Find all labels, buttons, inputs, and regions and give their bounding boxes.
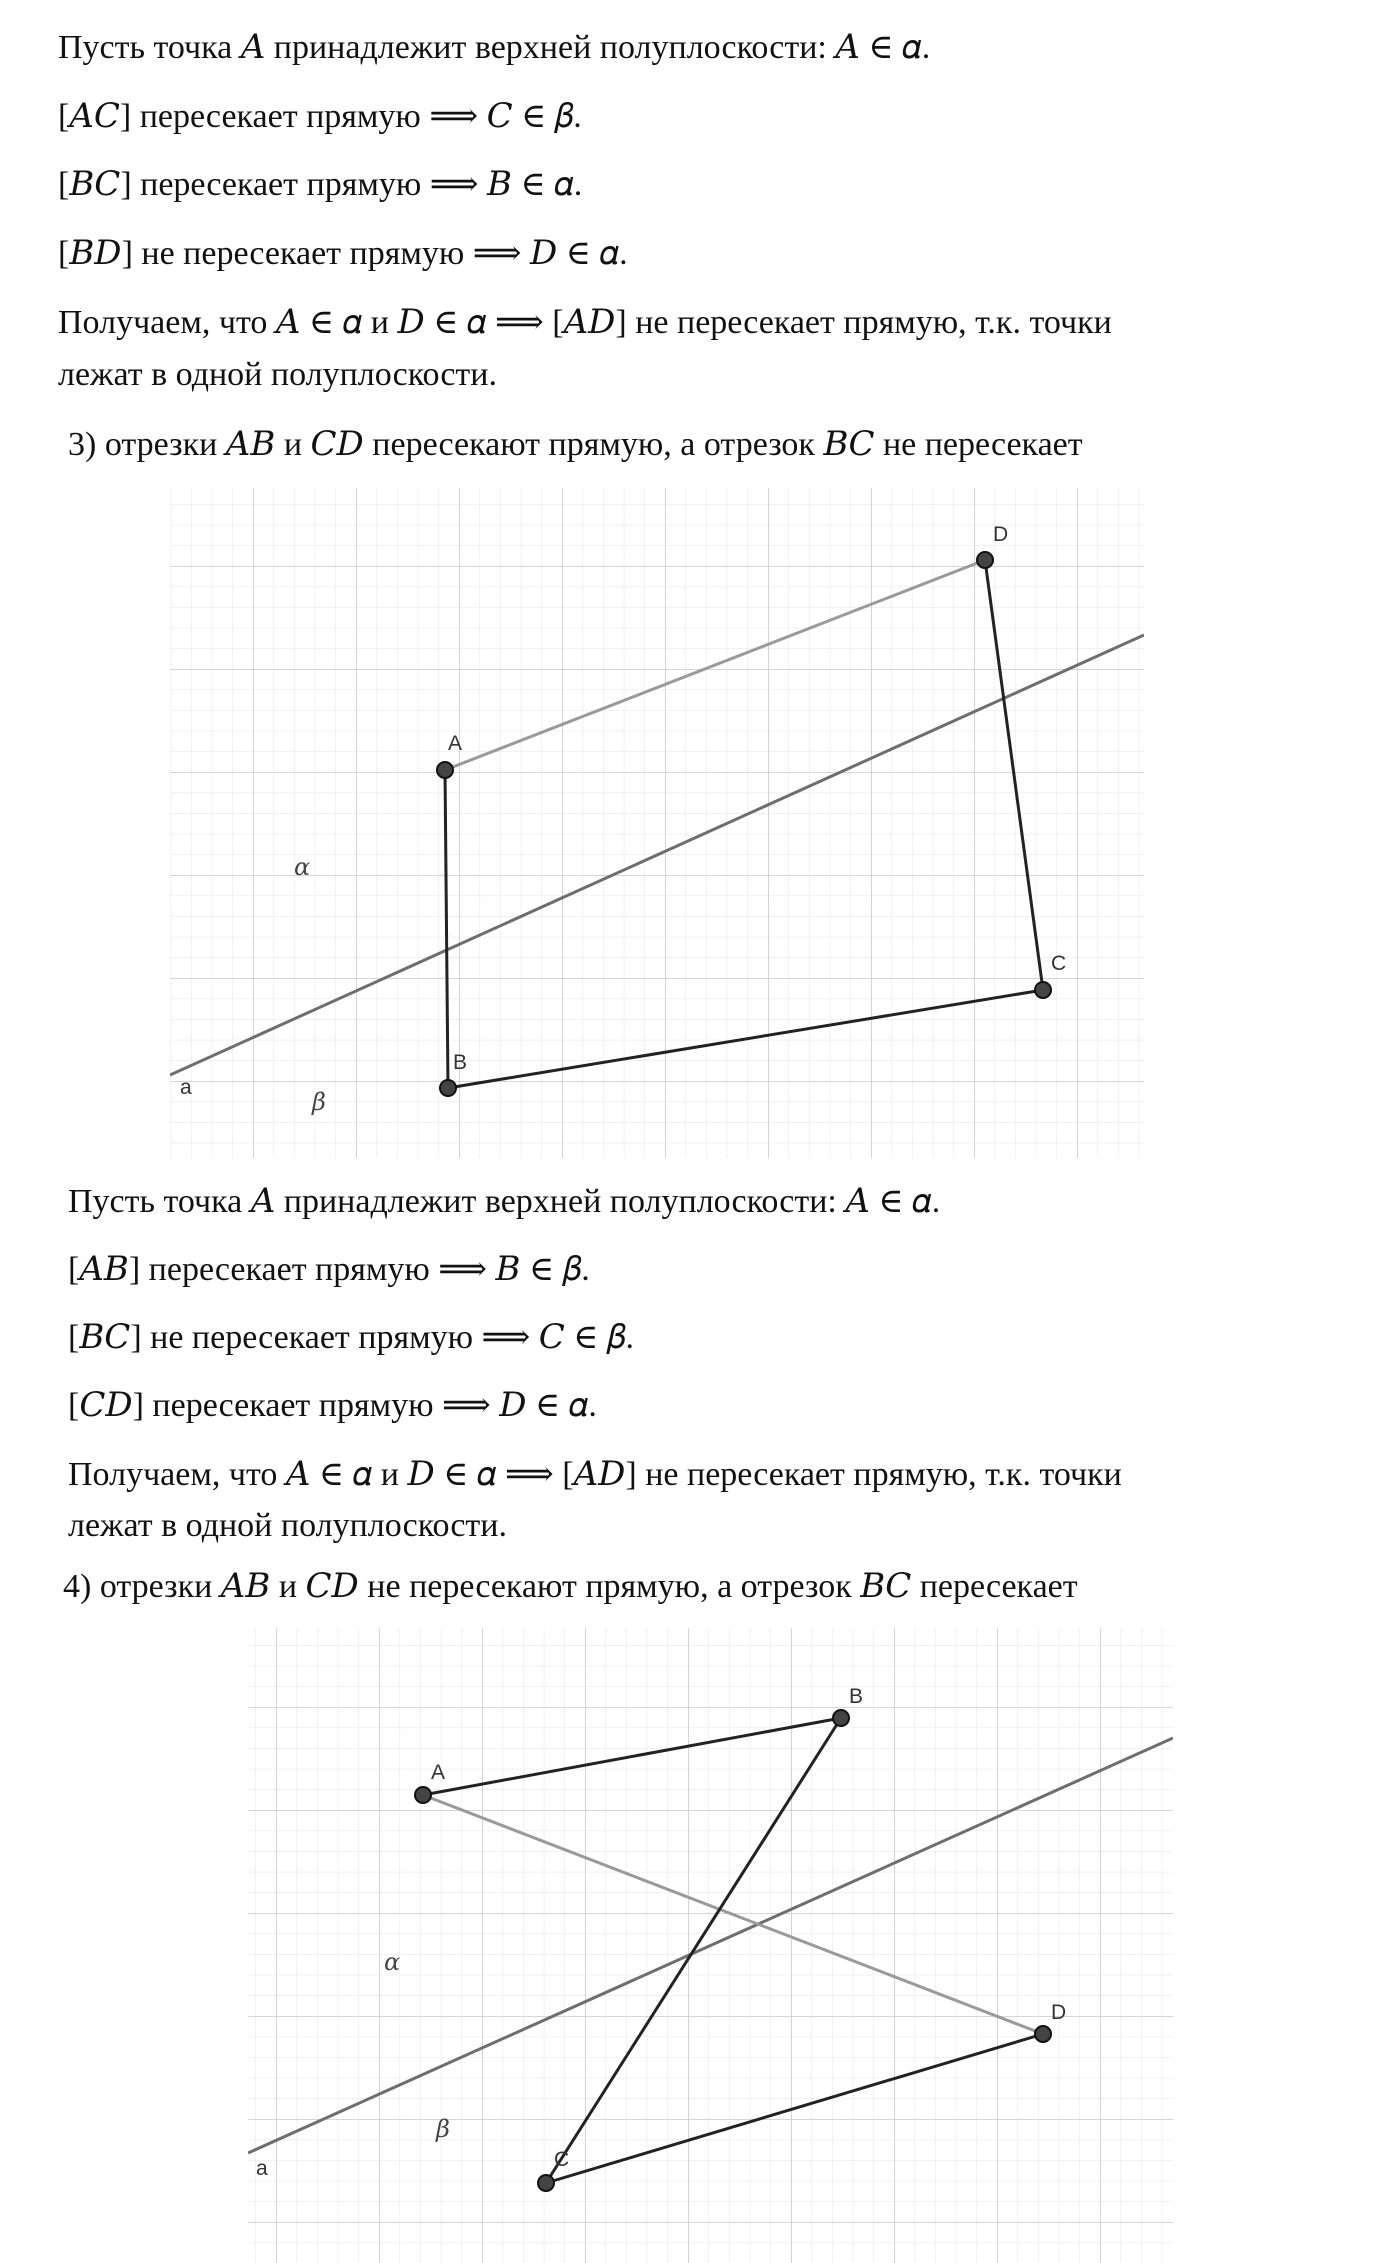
- s2-line-5: Получаем, что 𝐴 ∈ 𝛼 и 𝐷 ∈ 𝛼 ⟹ [𝐴𝐷] не пересекает прямую, т.к. точки: [58, 304, 1112, 341]
- s2-line-3: [𝐵𝐶] пересекает прямую ⟹ 𝐵 ∈ 𝛼.: [58, 166, 583, 203]
- s2-line-1: Пусть точка 𝐴 принадлежит верхней полуплоскости: 𝐴 ∈ 𝛼.: [58, 29, 931, 66]
- label-C: C: [554, 2148, 570, 2171]
- point-D: [977, 552, 993, 568]
- label-A: A: [431, 1761, 446, 1784]
- s2-line-4: [𝐵𝐷] не пересекает прямую ⟹ 𝐷 ∈ 𝛼.: [58, 235, 628, 272]
- label-D: D: [1051, 2001, 1067, 2024]
- label-line-a: a: [180, 1076, 192, 1099]
- point-D: [1035, 2026, 1051, 2042]
- figure-3: [170, 488, 1144, 1158]
- figure-4: [248, 1628, 1173, 2263]
- s3-line-4: [𝐶𝐷] пересекает прямую ⟹ 𝐷 ∈ 𝛼.: [68, 1387, 597, 1424]
- s2-line-6: лежат в одной полуплоскости.: [58, 356, 497, 393]
- s3-heading: 3) отрезки 𝐴𝐵 и 𝐶𝐷 пересекают прямую, а отрезок 𝐵𝐶 не пересекает: [68, 426, 1083, 463]
- label-beta: β: [436, 2115, 450, 2143]
- label-beta: β: [312, 1088, 326, 1116]
- label-C: C: [1051, 952, 1067, 975]
- label-line-a: a: [256, 2157, 268, 2180]
- label-alpha: α: [294, 853, 311, 881]
- s3-line-6: лежат в одной полуплоскости.: [68, 1507, 507, 1544]
- label-B: B: [453, 1051, 468, 1074]
- point-C: [538, 2175, 554, 2191]
- point-A: [437, 762, 453, 778]
- label-D: D: [993, 523, 1009, 546]
- s3-line-2: [𝐴𝐵] пересекает прямую ⟹ 𝐵 ∈ 𝛽.: [68, 1251, 590, 1288]
- s3-line-5: Получаем, что 𝐴 ∈ 𝛼 и 𝐷 ∈ 𝛼 ⟹ [𝐴𝐷] не пересекает прямую, т.к. точки: [68, 1456, 1122, 1493]
- label-B: B: [849, 1685, 864, 1708]
- s4-heading: 4) отрезки 𝐴𝐵 и 𝐶𝐷 не пересекают прямую, а отрезок 𝐵𝐶 пересекает: [63, 1568, 1078, 1605]
- s3-line-1: Пусть точка 𝐴 принадлежит верхней полуплоскости: 𝐴 ∈ 𝛼.: [68, 1183, 941, 1220]
- point-C: [1035, 982, 1051, 998]
- point-B: [440, 1080, 456, 1096]
- point-B: [833, 1710, 849, 1726]
- label-alpha: α: [384, 1948, 401, 1976]
- s3-line-3: [𝐵𝐶] не пересекает прямую ⟹ 𝐶 ∈ 𝛽.: [68, 1319, 634, 1356]
- label-A: A: [448, 732, 463, 755]
- grid: [170, 488, 1144, 1158]
- point-A: [415, 1787, 431, 1803]
- s2-line-2: [𝐴𝐶] пересекает прямую ⟹ 𝐶 ∈ 𝛽.: [58, 98, 582, 135]
